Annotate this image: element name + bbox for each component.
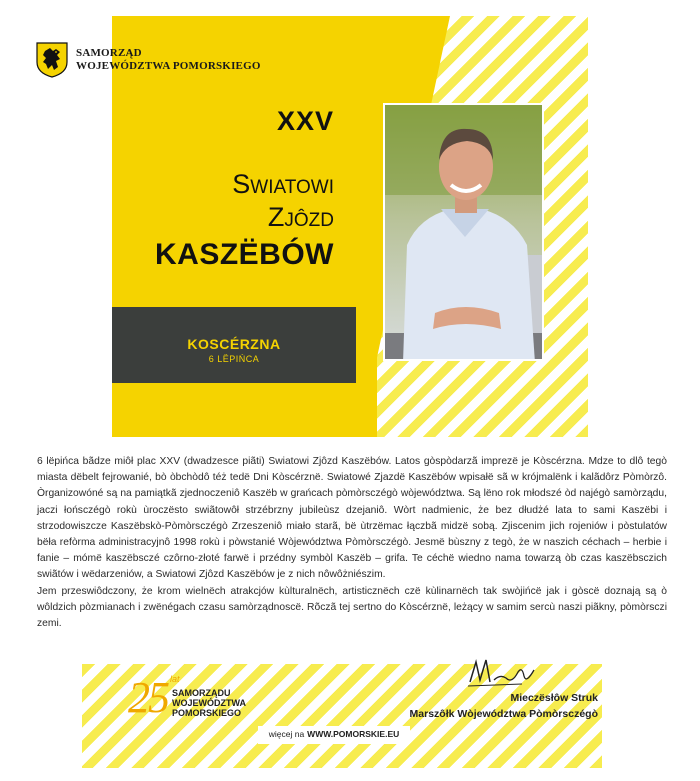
anniversary-line1: SAMORZĄDU [172,688,231,698]
location-box [112,307,356,383]
header-logo [36,42,261,78]
body-paragraph-2: Jem przeswiôdczony, że krom wielnëch atrakcjów kùlturalnëch, artisticznëch czë kùlinarnëch tak swòjińcë jak i gòscë doznają są ò wôldzich pòzmianach i zwënégach czasu samòrządnoscë. Rõczã tej sertno do Kòscérznë, leżący w samim sercù naszi piãkny, pòmòrsczi zemi. [37,585,667,630]
anniversary-line3: POMORSKIEGO [172,708,242,718]
website-prefix: więcej na [268,729,305,739]
event-title-line1: Swiatowi [232,169,334,199]
website-info [258,729,410,739]
event-edition: XXV [276,106,334,136]
location-date: 6 LËPIŃCA [208,354,260,364]
website-link[interactable]: WWW.POMORSKIE.EU [307,729,400,739]
org-name-line2: WOJEWÓDZTWA POMORSKIEGO [76,60,261,72]
body-text [37,454,667,632]
anniversary-logo [128,674,268,734]
location-name: KOSCÉRZNA [187,336,281,352]
anniversary-line2: WOJEWÓDZTWA [172,698,246,708]
org-name [76,47,261,73]
event-title-line2: Zjôzd [267,202,334,232]
event-title-line3: KASZËBÓW [155,238,334,271]
handwritten-signature [464,656,544,690]
anniversary-text [172,688,246,718]
griffin-crest-icon [36,42,68,78]
body-paragraph-1: 6 lëpińca bãdze miôł plac XXV (dwadzesce piãti) Swiatowi Zjôzd Kaszëbów. Latos gòspòdarzã imprezë je Kòscérzna. Mdze to dlô tegò miasta dëbelt fejrowanié, bò òbchòdô téż tedë Dni Kòscérznë. Swiatowé Zjazdë Kaszëbów wpisałë sã w krójmalënk i kalãdôrz Pòmòrzô. Òrganizowóné są na pamiątkã zjednoczeniô Kaszëb w grańcach pòmòrsczégò wòjewództwa. Są lëno rok młodszé òd najégò samòrządu, jaczi łońsczégò rokù ùroczësto swiãtowôł strzébrzny jubileùsz dzejaniô. Wòrt nadmienic, że bez dłudżé lata to sami Kaszëbi i strzodowiszcze Kaszëbskò-Pòmòrsczégò Zrzeszeniô miało starã, bë ùtrzëmac łączbã midzë sobą. Zjiscenim jich rojeniów i pòstulatów bëła refòrma administracyjnô 1998 rokù i pòwstanié Wòjewództwa Pòmòrsczégò. Jesmë bùszny z tegò, że w naszich céchach – herbie i fanie – mómë kaszëbsczé czôrno-złoté farwë i przédny symbòl Kaszëb – grifa. Te céchë wiedno nama towarzą òb czas kaszëbsczich swiãtów i wëdarzeniów, a Swiatowi Zjôzd Kaszëbów je z nich nôwôżniészim. [37,456,667,581]
org-name-line1: SAMORZĄD [76,47,142,59]
anniversary-number: 25 [128,673,168,722]
signer-title: Marszôłk Wòjewództwa Pòmòrsczégò [409,708,598,720]
portrait-photo [383,103,544,361]
anniversary-lat: lat [170,674,180,684]
signer-name: Mieczësłôw Struk [510,692,598,704]
